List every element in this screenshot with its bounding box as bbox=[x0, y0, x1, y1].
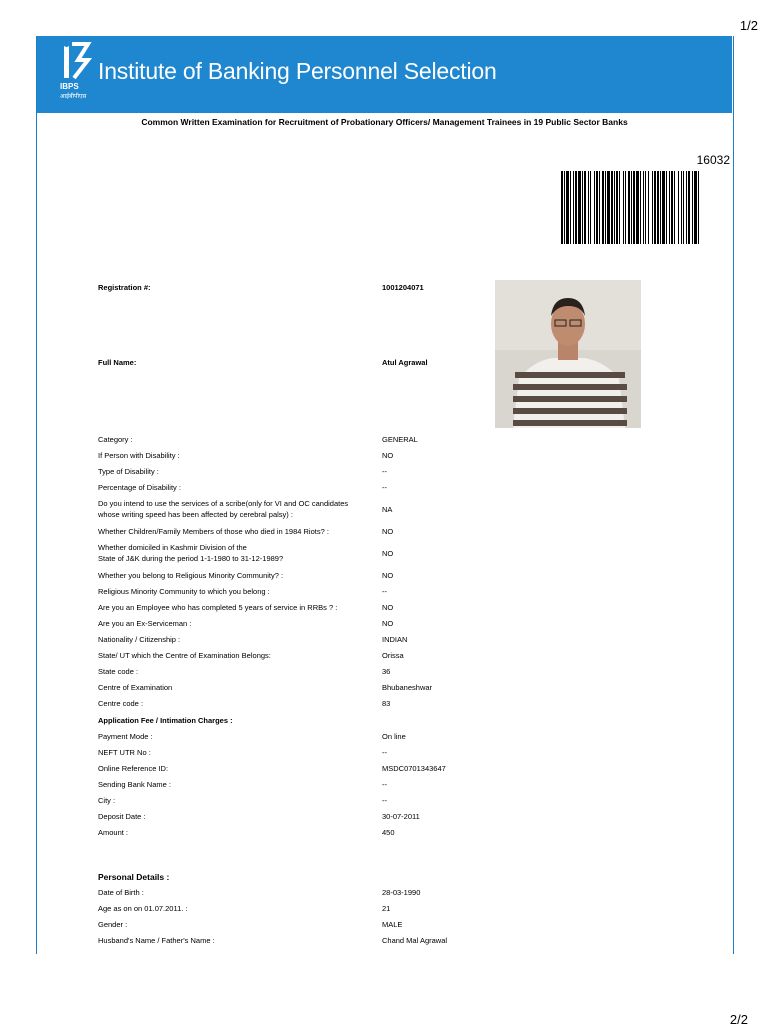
field-label-line: Are you an Ex-Serviceman : bbox=[98, 619, 192, 628]
field-value: NO bbox=[382, 571, 394, 580]
ibps-logo-icon bbox=[58, 40, 94, 100]
fee-section-heading: Application Fee / Intimation Charges : bbox=[98, 716, 233, 725]
field-value: -- bbox=[382, 748, 387, 757]
barcode-bar bbox=[561, 171, 563, 244]
barcode-bar bbox=[683, 171, 684, 244]
barcode-bar bbox=[648, 171, 649, 244]
field-label-line: Do you intend to use the services of a scribe(only for VI and OC candidates bbox=[98, 499, 349, 508]
field-label bbox=[98, 812, 146, 822]
barcode-bar bbox=[643, 171, 644, 244]
field-value: -- bbox=[382, 780, 387, 789]
registration-value: 1001204071 bbox=[382, 283, 424, 292]
field-label bbox=[98, 587, 270, 597]
field-value: 21 bbox=[382, 904, 391, 913]
field-label bbox=[98, 796, 115, 806]
barcode-bar bbox=[662, 171, 665, 244]
barcode-bar bbox=[628, 171, 630, 244]
personal-section-heading: Personal Details : bbox=[98, 872, 170, 882]
field-label bbox=[98, 467, 159, 477]
field-label-line: NEFT UTR No : bbox=[98, 748, 151, 757]
barcode-bar bbox=[588, 171, 589, 244]
field-label-line: Whether domiciled in Kashmir Division of the bbox=[98, 543, 247, 552]
barcode bbox=[561, 171, 730, 244]
field-label-line: Husband's Name / Father's Name : bbox=[98, 936, 215, 945]
barcode-bar bbox=[582, 171, 583, 244]
barcode-bar bbox=[578, 171, 581, 244]
field-label bbox=[98, 904, 188, 914]
field-value: -- bbox=[382, 796, 387, 805]
field-value: Orissa bbox=[382, 651, 404, 660]
barcode-bar bbox=[636, 171, 639, 244]
candidate-photo bbox=[495, 280, 641, 428]
barcode-bar bbox=[654, 171, 656, 244]
field-label-line: Amount : bbox=[98, 828, 129, 837]
barcode-bar bbox=[596, 171, 598, 244]
field-value: NO bbox=[382, 603, 394, 612]
field-value: 83 bbox=[382, 699, 391, 708]
field-value: Bhubaneshwar bbox=[382, 683, 433, 692]
barcode-bar bbox=[669, 171, 670, 244]
field-label-line: Nationality / Citizenship : bbox=[98, 635, 181, 644]
field-label-line: Online Reference ID: bbox=[98, 764, 169, 773]
logo-subtext: आईबीपीएस bbox=[60, 94, 87, 100]
field-label-line: Percentage of Disability : bbox=[98, 483, 181, 492]
field-label-line: Are you an Employee who has completed 5 years of service in RRBs ? : bbox=[98, 603, 338, 612]
field-label bbox=[98, 828, 128, 838]
field-label-line: State code : bbox=[98, 667, 139, 676]
field-value: -- bbox=[382, 587, 387, 596]
field-value: On line bbox=[382, 732, 406, 741]
field-label bbox=[98, 451, 180, 461]
barcode-bar bbox=[584, 171, 586, 244]
field-label-line: City : bbox=[98, 796, 116, 805]
field-label bbox=[98, 699, 143, 709]
field-value: MSDC0701343647 bbox=[382, 764, 446, 773]
barcode-bar bbox=[686, 171, 687, 244]
field-label bbox=[98, 936, 215, 946]
barcode-bar bbox=[671, 171, 673, 244]
field-value: NO bbox=[382, 527, 394, 536]
field-label-line: State of J&K during the period 1-1-1980 to 31-12-1989? bbox=[98, 554, 284, 563]
field-label-line: Category : bbox=[98, 435, 133, 444]
barcode-bar bbox=[688, 171, 690, 244]
field-label bbox=[98, 651, 271, 661]
barcode-bar bbox=[623, 171, 624, 244]
field-label-line: Centre code : bbox=[98, 699, 144, 708]
barcode-bar bbox=[681, 171, 682, 244]
field-label-line: Age as on on 01.07.2011. : bbox=[98, 904, 188, 913]
field-label bbox=[98, 748, 151, 758]
field-value: NO bbox=[382, 619, 394, 628]
field-label bbox=[98, 764, 168, 774]
field-value: -- bbox=[382, 467, 387, 476]
barcode-bar bbox=[652, 171, 653, 244]
barcode-bar bbox=[631, 171, 632, 244]
field-value: 450 bbox=[382, 828, 395, 837]
field-label bbox=[98, 888, 144, 898]
field-label bbox=[98, 527, 329, 537]
barcode-bar bbox=[564, 171, 565, 244]
field-label-line: Payment Mode : bbox=[98, 732, 153, 741]
barcode-bar bbox=[633, 171, 635, 244]
exam-title: Common Written Examination for Recruitment of Probationary Officers/ Management Trainees in 19 Public Sector Banks bbox=[141, 117, 628, 127]
barcode-bar bbox=[570, 171, 571, 244]
field-value: 28-03-1990 bbox=[382, 888, 421, 897]
barcode-bar bbox=[566, 171, 569, 244]
field-value: INDIAN bbox=[382, 635, 408, 644]
field-value: NO bbox=[382, 549, 394, 558]
field-label bbox=[98, 483, 181, 493]
field-label bbox=[98, 435, 133, 445]
field-label bbox=[98, 667, 138, 677]
barcode-bar bbox=[607, 171, 610, 244]
field-label-line: Centre of Examination bbox=[98, 683, 173, 692]
full-name-value: Atul Agrawal bbox=[382, 358, 428, 367]
field-label-line: Date of Birth : bbox=[98, 888, 144, 897]
field-label-line: whose writing speed has been affected by cerebral palsy) : bbox=[98, 510, 293, 519]
field-label-line: State/ UT which the Centre of Examination Belongs: bbox=[98, 651, 271, 660]
barcode-bar bbox=[625, 171, 626, 244]
field-value: NA bbox=[382, 505, 393, 514]
barcode-bar bbox=[692, 171, 693, 244]
barcode-bar bbox=[611, 171, 613, 244]
barcode-bar bbox=[590, 171, 591, 244]
barcode-bar bbox=[660, 171, 661, 244]
field-label bbox=[98, 571, 283, 581]
field-label bbox=[98, 780, 171, 790]
field-label-line: If Person with Disability : bbox=[98, 451, 180, 460]
barcode-bar bbox=[594, 171, 595, 244]
registration-label: Registration #: bbox=[98, 283, 151, 292]
field-value: GENERAL bbox=[382, 435, 418, 444]
barcode-bar bbox=[599, 171, 600, 244]
field-value: 30-07-2011 bbox=[382, 812, 420, 821]
page-number-top: 1/2 bbox=[739, 18, 758, 33]
barcode-bar bbox=[657, 171, 659, 244]
barcode-bar bbox=[694, 171, 697, 244]
field-label-line: Deposit Date : bbox=[98, 812, 146, 821]
field-value: Chand Mal Agrawal bbox=[382, 936, 448, 945]
barcode-bar bbox=[602, 171, 604, 244]
field-label-line: Sending Bank Name : bbox=[98, 780, 171, 789]
full-name-label: Full Name: bbox=[98, 358, 137, 367]
field-label bbox=[98, 543, 283, 564]
barcode-bar bbox=[674, 171, 675, 244]
barcode-bar bbox=[698, 171, 699, 244]
barcode-bar bbox=[605, 171, 606, 244]
field-value: MALE bbox=[382, 920, 403, 929]
field-label bbox=[98, 635, 180, 645]
field-label bbox=[98, 603, 337, 613]
field-label bbox=[98, 732, 153, 742]
barcode-bar bbox=[573, 171, 574, 244]
field-label-line: Type of Disability : bbox=[98, 467, 159, 476]
field-label bbox=[98, 499, 348, 520]
field-label-line: Gender : bbox=[98, 920, 128, 929]
field-label bbox=[98, 920, 127, 930]
field-value: -- bbox=[382, 483, 387, 492]
org-name: Institute of Banking Personnel Selection bbox=[98, 58, 497, 84]
field-label-line: Whether you belong to Religious Minority Community? : bbox=[98, 571, 284, 580]
barcode-bar bbox=[640, 171, 641, 244]
barcode-bar bbox=[575, 171, 577, 244]
barcode-number: 16032 bbox=[696, 153, 730, 167]
barcode-bar bbox=[616, 171, 618, 244]
barcode-bar bbox=[619, 171, 620, 244]
barcode-bar bbox=[678, 171, 679, 244]
barcode-bar bbox=[666, 171, 667, 244]
field-label bbox=[98, 683, 172, 693]
field-label bbox=[98, 619, 191, 629]
field-value: NO bbox=[382, 451, 394, 460]
field-value: 36 bbox=[382, 667, 391, 676]
barcode-bar bbox=[645, 171, 646, 244]
logo-text: IBPS bbox=[60, 82, 79, 91]
barcode-bar bbox=[614, 171, 615, 244]
page-number-bottom: 2/2 bbox=[729, 1012, 748, 1027]
field-label-line: Religious Minority Community to which you belong : bbox=[98, 587, 270, 596]
field-label-line: Whether Children/Family Members of those who died in 1984 Riots? : bbox=[98, 527, 329, 536]
